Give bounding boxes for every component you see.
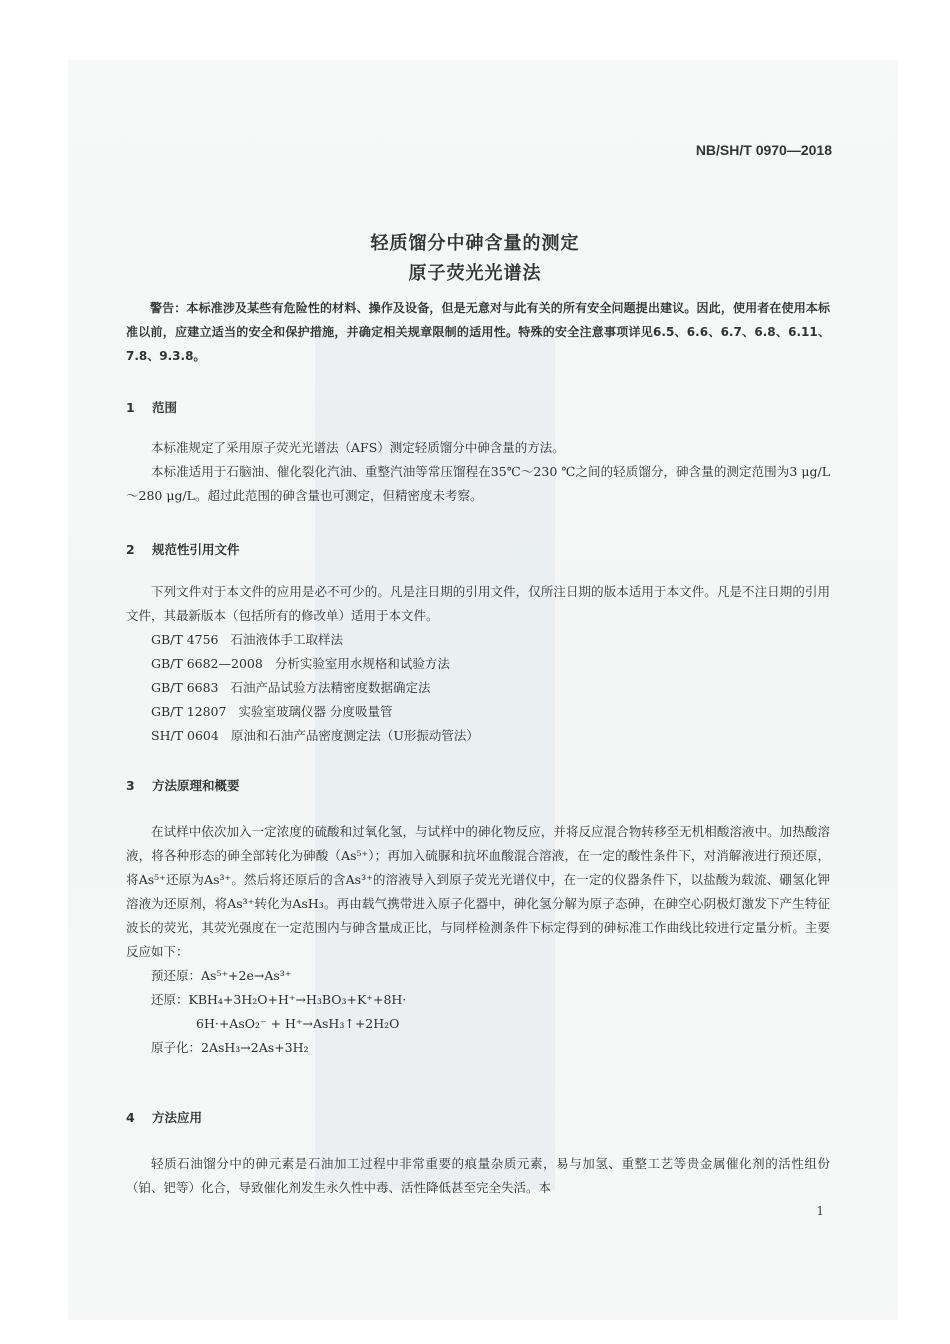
reference-item — [126, 628, 830, 652]
reference-item — [126, 676, 830, 700]
reference-code: GB/T 12807 — [151, 704, 227, 719]
equation-atomization: 原子化：2AsH₃→2As+3H₂ — [151, 1040, 309, 1055]
section-body-scope — [126, 436, 830, 508]
reference-name: 石油产品试验方法精密度数据确定法 — [230, 680, 431, 695]
reference-code: GB/T 6683 — [151, 680, 219, 695]
equation-reduction: 还原：KBH₄+3H₂O+H⁺→H₃BO₃+K⁺+8H· — [151, 992, 407, 1007]
paragraph: 下列文件对于本文件的应用是必不可少的。凡是注日期的引用文件，仅所注日期的版本适用于本文件。凡是不注日期的引用文件，其最新版本（包括所有的修改单）适用于本文件。 — [126, 584, 830, 623]
section-heading-application — [126, 1108, 202, 1126]
reference-code: SH/T 0604 — [151, 728, 219, 743]
page-number: 1 — [816, 1204, 824, 1218]
reference-name: 实验室玻璃仪器 分度吸量管 — [238, 704, 393, 719]
equation-reduction-cont: 6H·+AsO₂⁻ + H⁺→AsH₃↑+2H₂O — [196, 1016, 400, 1031]
section-number: 1 — [126, 400, 135, 415]
section-title: 规范性引用文件 — [152, 542, 240, 557]
paragraph: 本标准适用于石脑油、催化裂化汽油、重整汽油等常压馏程在35℃～230 ℃之间的轻质馏分，砷含量的测定范围为3 μg/L～280 μg/L。超过此范围的砷含量也可测定，但精密度未考察。 — [126, 464, 830, 503]
reference-name: 分析实验室用水规格和试验方法 — [274, 656, 450, 671]
reference-item — [126, 724, 830, 748]
reference-name: 石油液体手工取样法 — [230, 632, 344, 647]
standard-id: NB/SH/T 0970—2018 — [695, 142, 832, 158]
section-title: 范围 — [152, 400, 178, 415]
document-subtitle: 原子荧光光谱法 — [408, 263, 542, 284]
section-heading-principle — [126, 776, 240, 794]
reference-item — [126, 652, 830, 676]
section-title: 方法原理和概要 — [152, 778, 240, 793]
reference-item — [126, 700, 830, 724]
paragraph: 在试样中依次加入一定浓度的硫酸和过氧化氢，与试样中的砷化物反应，并将反应混合物转移至无机相酸溶液中。加热酸溶液，将各种形态的砷全部转化为砷酸（As⁵⁺）；再加入硫脲和抗坏血酸混合溶液，在一定的酸性条件下，对消解液进行预还原，将As⁵⁺还原为As³⁺。然后将还原后的含As³⁺的溶液导入到原子荧光光谱仪中，在一定的仪器条件下，以盐酸为载流、硼氢化钾溶液为还原剂，将As³⁺转化为AsH₃。再由载气携带进入原子化器中，砷化氢分解为原子态砷，在砷空心阴极灯激发下产生特征波长的荧光，其荧光强度在一定范围内与砷含量成正比，与同样检测条件下标定得到的砷标准工作曲线比较进行定量分析。主要反应如下： — [126, 824, 830, 959]
warning-paragraph: 警告：本标准涉及某些有危险性的材料、操作及设备，但是无意对与此有关的所有安全问题提出建议。因此，使用者在使用本标准以前，应建立适当的安全和保护措施，并确定相关规章限制的适用性。特殊的安全注意事项详见6.5、6.6、6.7、6.8、6.11、7.8、9.3.8。 — [126, 301, 830, 363]
document-title: 轻质馏分中砷含量的测定 — [370, 233, 580, 254]
section-body-normative-references — [126, 580, 830, 748]
reference-name: 原油和石油产品密度测定法（U形振动管法） — [230, 728, 479, 743]
equation-prereduction: 预还原：As⁵⁺+2e→As³⁺ — [151, 968, 292, 983]
section-number: 2 — [126, 542, 135, 557]
reference-code: GB/T 4756 — [151, 632, 219, 647]
section-body-principle — [126, 820, 830, 1060]
section-number: 4 — [126, 1110, 135, 1125]
paragraph: 本标准规定了采用原子荧光光谱法（AFS）测定轻质馏分中砷含量的方法。 — [151, 440, 565, 455]
section-heading-normative-references — [126, 540, 240, 558]
section-heading-scope — [126, 398, 177, 416]
section-title: 方法应用 — [152, 1110, 203, 1125]
paragraph: 轻质石油馏分中的砷元素是石油加工过程中非常重要的痕量杂质元素，易与加氢、重整工艺等贵金属催化剂的活性组份（铂、钯等）化合，导致催化剂发生永久性中毒、活性降低甚至完全失活。本 — [126, 1156, 830, 1195]
section-body-application — [126, 1152, 830, 1200]
section-number: 3 — [126, 778, 135, 793]
reference-code: GB/T 6682—2008 — [151, 656, 263, 671]
